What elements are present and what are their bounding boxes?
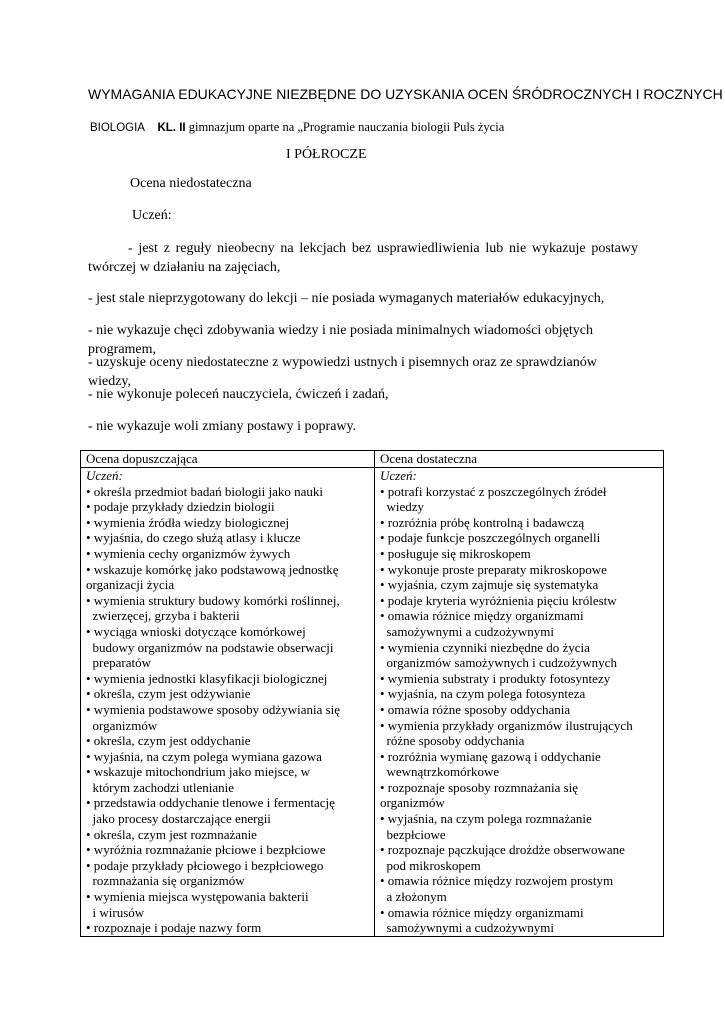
requirements-dopuszczajaca: [81, 468, 375, 937]
requirement-line: • podaje funkcje poszczególnych organelli: [380, 530, 601, 546]
requirement-line: bezpłciowe: [380, 826, 446, 842]
requirement-line: • wymienia podstawowe sposoby odżywiania się: [86, 701, 341, 717]
requirement-line: • przedstawia oddychanie tlenowe i fermentację: [86, 795, 335, 811]
requirement-line: • wyróżnia rozmnażanie płciowe i bezpłciowe: [86, 842, 326, 858]
requirement-line: • rozróżnia wymianę gazową i oddychanie: [380, 748, 601, 764]
requirement-line: • określa przedmiot badań biologii jako nauki: [86, 483, 324, 499]
requirement-line: budowy organizmów na podstawie obserwacji: [86, 639, 334, 655]
requirement-line: • wyjaśnia, na czym polega rozmnażanie: [380, 811, 592, 827]
requirement-line: organizmów: [86, 717, 158, 733]
requirement-line: • omawia różne sposoby oddychania: [380, 701, 571, 717]
class-label: KL. II: [157, 122, 186, 134]
requirement-line: samożywnymi a cudzożywnymi: [380, 623, 555, 639]
requirement-line: wiedzy: [380, 499, 425, 515]
requirement-line: • wskazuje mitochondrium jako miejsce, w: [86, 764, 311, 780]
right-requirements-list: [380, 484, 658, 936]
student-label: Uczeń:: [132, 208, 172, 223]
grading-table: [80, 450, 664, 937]
requirement-line: • omawia różnice między organizmami: [380, 608, 584, 624]
requirement-line: samożywnymi a cudzożywnymi: [380, 920, 555, 936]
requirement-line: • potrafi korzystać z poszczególnych źródeł: [380, 483, 607, 499]
requirement-line: • wymienia miejsca występowania bakterii: [86, 889, 309, 905]
requirement-line: organizmów: [380, 795, 445, 811]
requirement-line: • rozpoznaje i podaje nazwy form: [86, 920, 262, 936]
requirement-line: i wirusów: [86, 904, 145, 920]
program-text: gimnazjum oparte na „Programie nauczania biologii Puls życia: [188, 120, 505, 134]
requirement-line: • wyjaśnia, na czym polega wymiana gazowa: [86, 748, 322, 764]
requirements-dostateczna: [375, 468, 664, 937]
student-label-left: Uczeń:: [86, 468, 123, 483]
requirement-item: - jest z reguły nieobecny na lekcjach bez usprawiedliwienia lub nie wykazuje postawy twórczej w działaniu na zajęciach,: [88, 241, 638, 275]
requirement-line: różne sposoby oddychania: [380, 733, 525, 749]
requirement-line: • wymienia struktury budowy komórki roślinnej,: [86, 592, 340, 608]
requirement-line: organizmów samożywnych i cudzożywnych: [380, 655, 617, 671]
requirement-line: organizacji życia: [86, 577, 175, 593]
requirement-line: jako procesy dostarczające energii: [86, 811, 271, 827]
requirement-line: • wymienia przykłady organizmów ilustrujących: [380, 717, 633, 733]
requirement-line: • wykonuje proste preparaty mikroskopowe: [380, 561, 607, 577]
requirement-line: • omawia różnice między rozwojem prostym: [380, 873, 614, 889]
requirement-line: • omawia różnice między organizmami: [380, 904, 584, 920]
header-ocena-dostateczna: Ocena dostateczna: [375, 451, 664, 468]
requirement-line: • wymienia substraty i produkty fotosyntezy: [380, 670, 611, 686]
requirement-item: - nie wykazuje chęci zdobywania wiedzy i nie posiada minimalnych wiadomości objętych programem,: [88, 323, 594, 357]
requirement-line: • podaje kryteria wyróżnienia pięciu królestw: [380, 592, 617, 608]
requirement-line: • wymienia jednostki klasyfikacji biologicznej: [86, 670, 328, 686]
document-title: WYMAGANIA EDUKACYJNE NIEZBĘDNE DO UZYSKANIA OCEN ŚRÓDROCZNYCH I ROCZNYCH: [88, 86, 723, 102]
requirement-line: rozmnażania się organizmów: [86, 873, 245, 889]
requirement-line: • określa, czym jest odżywianie: [86, 686, 251, 702]
table-header-row: [81, 451, 664, 468]
requirement-line: • rozpoznaje pączkujące drożdże obserwowane: [380, 842, 625, 858]
requirement-line: • podaje przykłady płciowego i bezpłciowego: [86, 857, 324, 873]
requirement-line: • wskazuje komórkę jako podstawową jednostkę: [86, 561, 339, 577]
requirement-line: pod mikroskopem: [380, 857, 481, 873]
subject-label: BIOLOGIA: [90, 122, 145, 134]
requirement-item: - jest stale nieprzygotowany do lekcji – nie posiada wymaganych materiałów edukacyjnych,: [88, 291, 605, 306]
requirement-line: • wymienia czynniki niezbędne do życia: [380, 639, 590, 655]
student-label-right: Uczeń:: [380, 468, 417, 483]
requirement-line: wewnątrzkomórkowe: [380, 764, 500, 780]
requirement-line: • rozpoznaje sposoby rozmnażania się: [380, 779, 579, 795]
requirement-line: preparatów: [86, 655, 151, 671]
semester-heading: I PÓŁROCZE: [286, 147, 367, 162]
requirement-line: • wyjaśnia, do czego służą atlasy i klucze: [86, 530, 301, 546]
requirement-line: • wyjaśnia, czym zajmuje się systematyka: [380, 577, 599, 593]
requirement-line: • podaje przykłady dziedzin biologii: [86, 499, 275, 515]
requirement-line: • posługuje się mikroskopem: [380, 545, 531, 561]
requirement-line: zwierzęcej, grzyba i bakterii: [86, 608, 240, 624]
requirement-item: - nie wykonuje poleceń nauczyciela, ćwiczeń i zadań,: [88, 387, 389, 402]
requirement-line: • wymienia cechy organizmów żywych: [86, 545, 291, 561]
requirement-line: • określa, czym jest oddychanie: [86, 733, 251, 749]
header-ocena-dopuszczajaca: Ocena dopuszczająca: [81, 451, 375, 468]
grade-heading: Ocena niedostateczna: [130, 176, 252, 191]
left-requirements-list: [86, 484, 369, 936]
requirement-item: - nie wykazuje woli zmiany postawy i poprawy.: [88, 419, 357, 434]
table-body-row: [81, 468, 664, 937]
requirement-item: - uzyskuje oceny niedostateczne z wypowiedzi ustnych i pisemnych oraz ze sprawdzianów wiedzy,: [88, 355, 597, 389]
requirement-line: • wyjaśnia, na czym polega fotosynteza: [380, 686, 586, 702]
requirement-line: którym zachodzi utlenianie: [86, 779, 235, 795]
requirement-line: • rozróżnia próbę kontrolną i badawczą: [380, 514, 585, 530]
requirement-line: a złożonym: [380, 889, 447, 905]
requirement-line: • określa, czym jest rozmnażanie: [86, 826, 257, 842]
requirement-line: • wyciąga wnioski dotyczące komórkowej: [86, 623, 306, 639]
requirement-line: • wymienia źródła wiedzy biologicznej: [86, 514, 290, 530]
document-subtitle: [90, 120, 504, 135]
